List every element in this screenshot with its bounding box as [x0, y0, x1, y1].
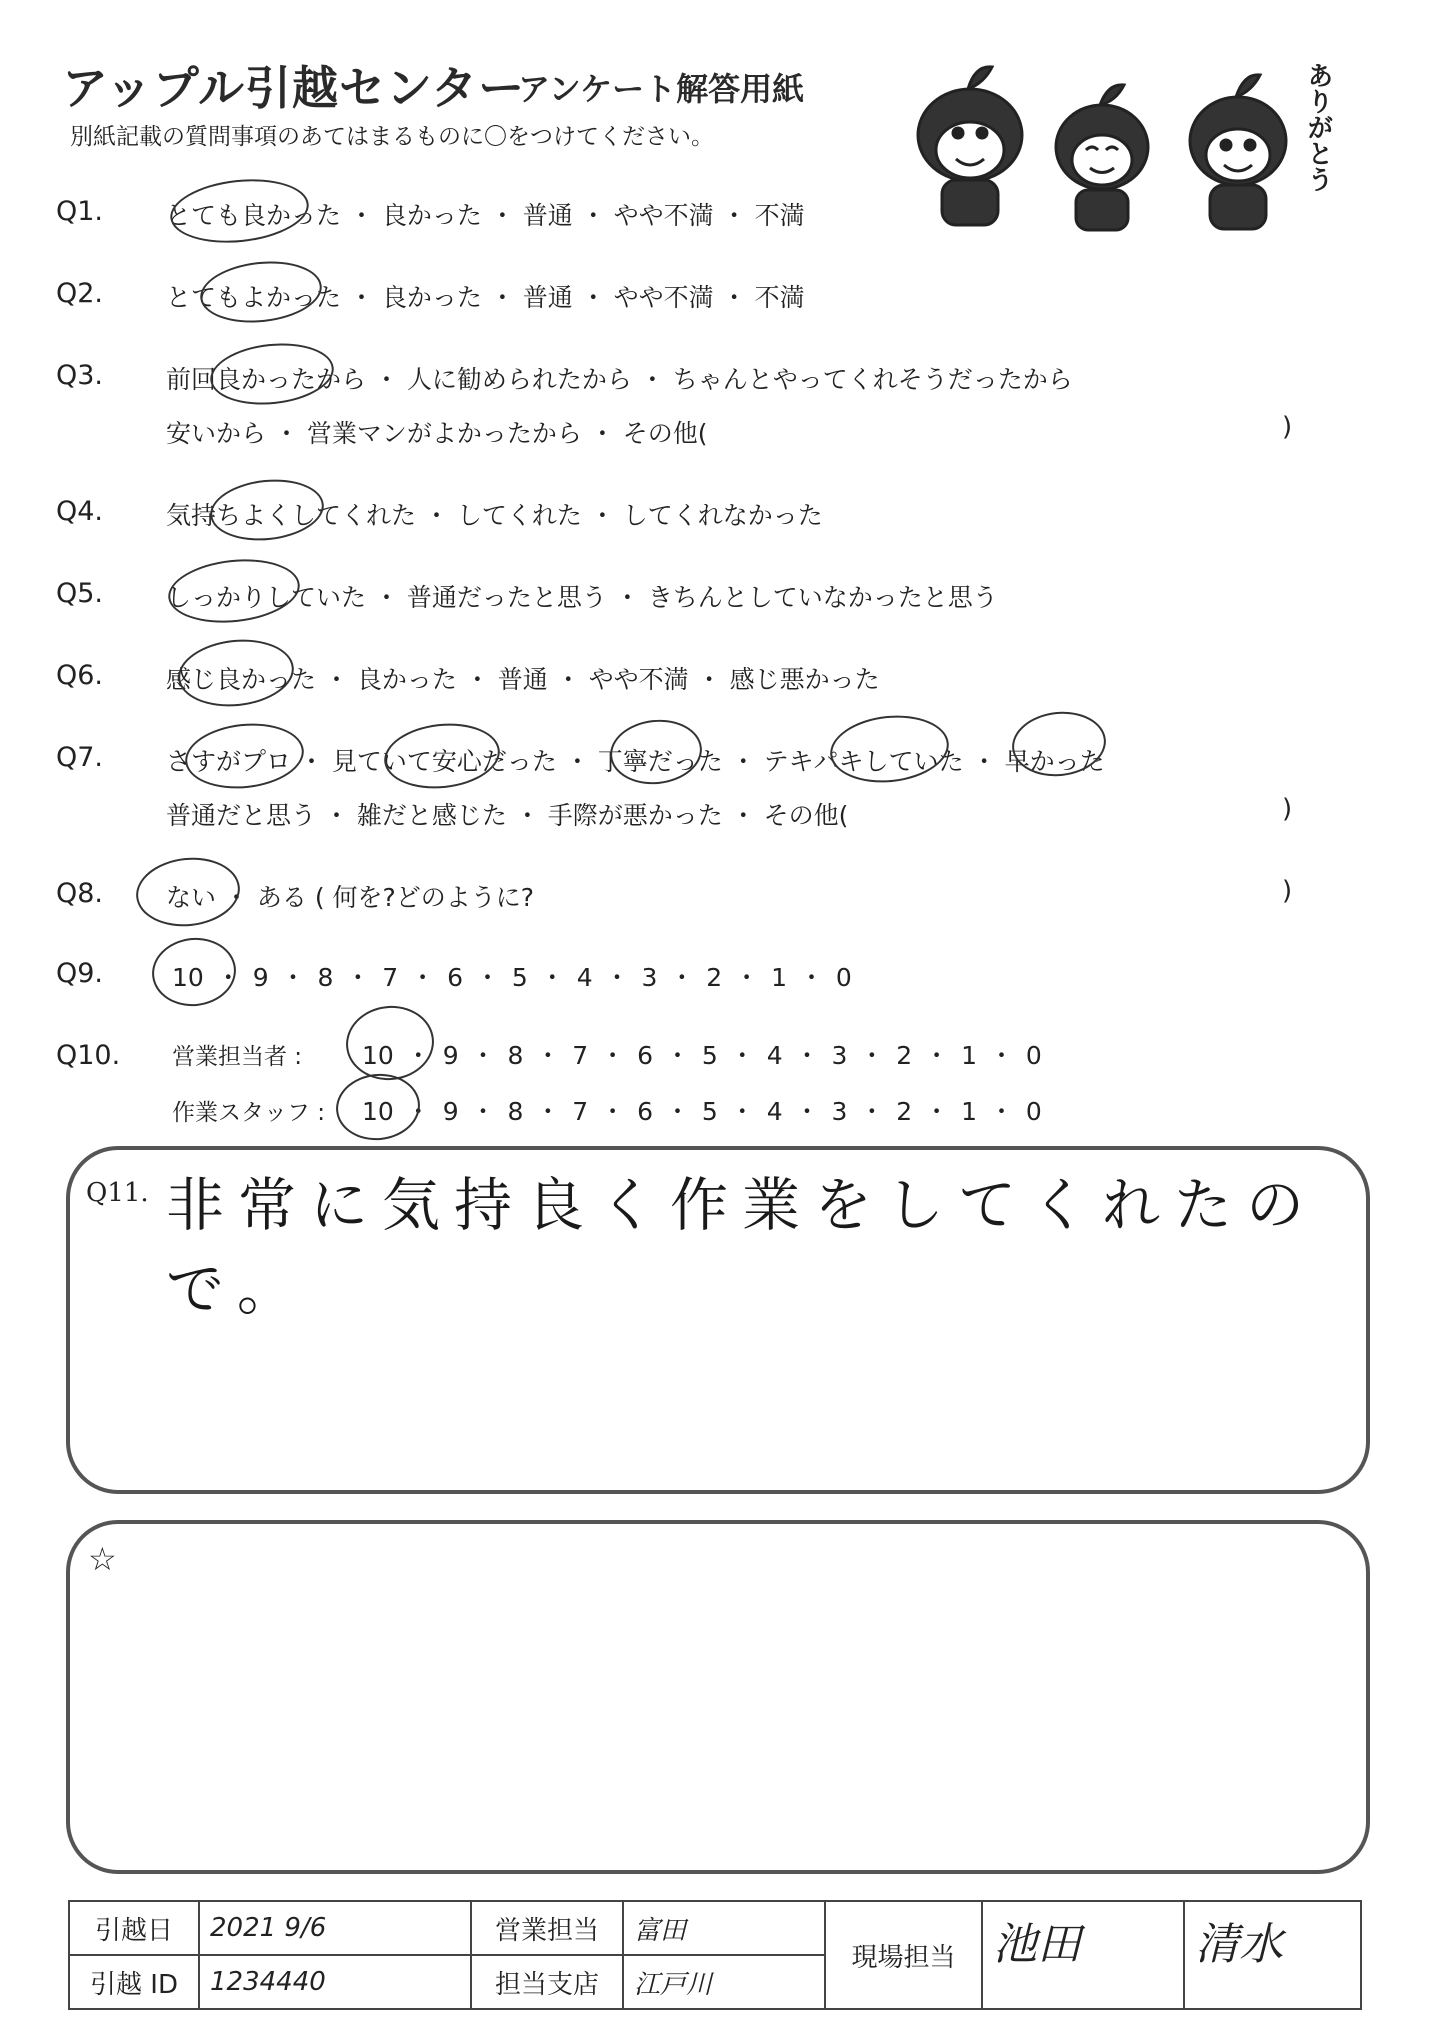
thanks-text: ありがとう: [1303, 62, 1333, 192]
q11-label: Q11.: [86, 1178, 149, 1208]
q9-answer-circle: [149, 934, 240, 1010]
q3-options: 前回良かったから ・ 人に勧められたから ・ ちゃんとやってくれそうだったから: [166, 365, 1073, 394]
q5-options: しっかりしていた ・ 普通だったと思う ・ きちんとしていなかったと思う: [166, 583, 998, 612]
form-subtitle: アンケート解答用紙: [518, 70, 805, 108]
q10-label: Q10.: [56, 1040, 121, 1071]
q3-label: Q3.: [56, 360, 104, 391]
star-icon: ☆: [88, 1540, 117, 1578]
instruction-text: 別紙記載の質問事項のあてはまるものに〇をつけてください。: [70, 124, 714, 150]
q9-scale: 10 ・ 9 ・ 8 ・ 7 ・ 6 ・ 5 ・ 4 ・ 3 ・ 2 ・ 1 ・ 0: [172, 963, 852, 992]
q8-options: ない ・ ある ( 何を?どのように?: [166, 883, 535, 912]
field-rep-value-2: 清水: [1184, 1901, 1361, 2009]
q7-options: さすがプロ ・ 見ていて安心だった ・ 丁寧だった ・ テキパキしていた ・ 早かった: [166, 747, 1105, 776]
footer-info-table: [68, 1900, 1362, 2010]
q5-label: Q5.: [56, 578, 104, 609]
sales-rep-label: 営業担当: [471, 1901, 623, 1955]
q10-sales-label: 営業担当者 :: [172, 1044, 303, 1070]
q10-staff-label: 作業スタッフ :: [172, 1100, 326, 1126]
mascot-illustration: [880, 55, 1340, 235]
q7-circle-anshin: [381, 718, 503, 794]
q1-label: Q1.: [56, 196, 104, 227]
q8-label: Q8.: [56, 878, 104, 909]
q3-answer-circle: [207, 338, 337, 411]
q2-options: とてもよかった ・ 良かった ・ 普通 ・ やや不満 ・ 不満: [166, 283, 805, 312]
move-id-value: 1234440: [199, 1955, 471, 2009]
branch-value: 江戸川: [623, 1955, 825, 2009]
q11-handwritten-answer: 非常に気持良く作業をしてくれたので。: [166, 1171, 1319, 1323]
q2-answer-circle: [197, 256, 325, 328]
q9-label: Q9.: [56, 958, 104, 989]
q3-options-2: 安いから ・ 営業マンがよかったから ・ その他(: [166, 419, 708, 448]
q7-circle-pro: [182, 718, 307, 794]
branch-label: 担当支店: [471, 1955, 623, 2009]
move-id-label: 引越 ID: [69, 1955, 199, 2009]
q7-close-paren: ): [1282, 794, 1293, 824]
q6-answer-circle: [175, 634, 297, 712]
q6-label: Q6.: [56, 660, 104, 691]
q3-close-paren: ): [1282, 412, 1293, 442]
company-title: アップル引越センター: [62, 61, 526, 115]
q6-options: 感じ良かった ・ 良かった ・ 普通 ・ やや不満 ・ 感じ悪かった: [166, 665, 880, 694]
q4-answer-circle: [207, 474, 327, 546]
q4-options: 気持ちよくしてくれた ・ してくれた ・ してくれなかった: [166, 501, 823, 530]
q7-label: Q7.: [56, 742, 104, 773]
field-rep-value-1: 池田: [982, 1901, 1184, 2009]
q10-sales-scale: 10 ・ 9 ・ 8 ・ 7 ・ 6 ・ 5 ・ 4 ・ 3 ・ 2 ・ 1 ・ 0: [362, 1041, 1042, 1070]
q8-answer-circle: [133, 853, 244, 931]
q1-options: とても良かった ・ 良かった ・ 普通 ・ やや不満 ・ 不満: [166, 201, 805, 230]
q7-options-2: 普通だと思う ・ 雑だと感じた ・ 手際が悪かった ・ その他(: [166, 801, 849, 830]
move-date-value: 2021 9/6: [199, 1901, 471, 1955]
star-comment-box: [66, 1520, 1370, 1874]
q8-close-paren: ): [1282, 876, 1293, 906]
q10-staff-circle: [333, 1070, 423, 1144]
move-date-label: 引越日: [69, 1901, 199, 1955]
q2-label: Q2.: [56, 278, 104, 309]
q1-answer-circle: [167, 173, 312, 249]
q10-staff-scale: 10 ・ 9 ・ 8 ・ 7 ・ 6 ・ 5 ・ 4 ・ 3 ・ 2 ・ 1 ・ 0: [362, 1097, 1042, 1126]
q5-answer-circle: [165, 553, 303, 628]
sales-rep-value: 富田: [623, 1901, 825, 1955]
q4-label: Q4.: [56, 496, 104, 527]
field-rep-label: 現場担当: [825, 1901, 982, 2009]
